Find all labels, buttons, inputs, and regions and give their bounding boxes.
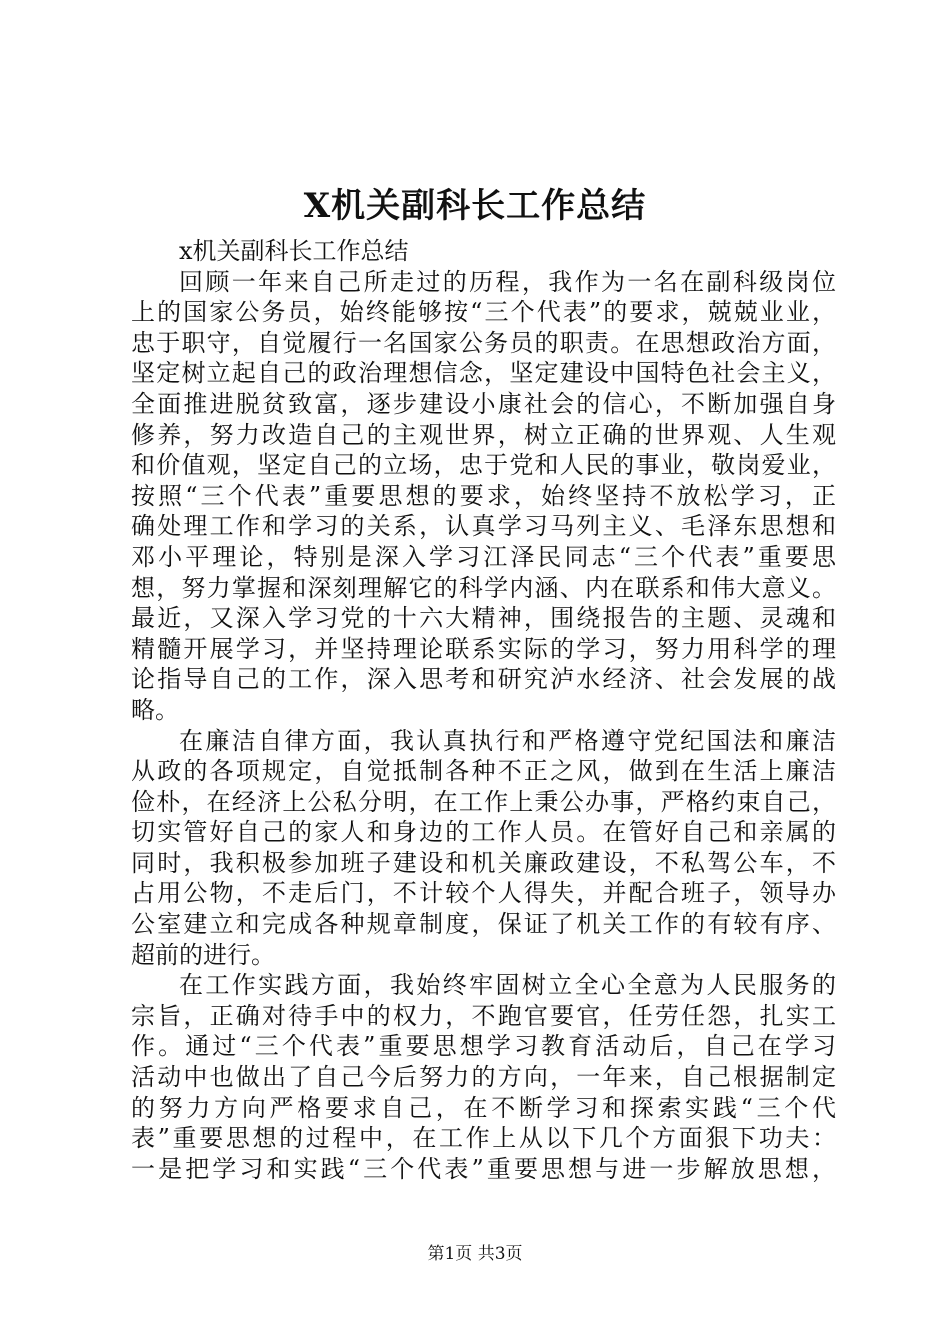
text-line: 论指导自己的工作，深入思考和研究泸水经济、社会发展的战 (131, 665, 836, 694)
text-line: 一是把学习和实践“三个代表”重要思想与进一步解放思想， (131, 1154, 836, 1183)
text-line: 和价值观，坚定自己的立场，忠于党和人民的事业，敬岗爱业， (131, 451, 836, 480)
text-line: 从政的各项规定，自觉抵制各种不正之风，做到在生活上廉洁 (131, 757, 836, 786)
text-line: 在廉洁自律方面，我认真执行和严格遵守党纪国法和廉洁 (179, 726, 836, 755)
text-line: 精髓开展学习，并坚持理论联系实际的学习，努力用科学的理 (131, 634, 836, 663)
text-line: 略。 (131, 695, 179, 724)
text-line: 按照“三个代表”重要思想的要求，始终坚持不放松学习，正 (131, 481, 836, 510)
text-line: 邓小平理论，特别是深入学习江泽民同志“三个代表”重要思 (131, 542, 836, 571)
document-body (131, 236, 836, 1184)
text-line: 全面推进脱贫致富，逐步建设小康社会的信心，不断加强自身 (131, 389, 836, 418)
page-footer: 第1页 共3页 (427, 1244, 523, 1264)
text-line: 超前的进行。 (131, 940, 275, 969)
document-title: X机关副科长工作总结 (303, 186, 647, 226)
text-line: 公室建立和完成各种规章制度，保证了机关工作的有较有序、 (131, 910, 836, 939)
text-line: 坚定树立起自己的政治理想信念，坚定建设中国特色社会主义， (131, 359, 836, 388)
text-line: 在工作实践方面，我始终牢固树立全心全意为人民服务的 (179, 971, 836, 1000)
text-line: 作。通过“三个代表”重要思想学习教育活动后，自己在学习 (131, 1032, 836, 1061)
text-line: 俭朴，在经济上公私分明，在工作上秉公办事，严格约束自己， (131, 787, 836, 816)
text-line: 最近，又深入学习党的十六大精神，围绕报告的主题、灵魂和 (131, 604, 836, 633)
text-line: 上的国家公务员，始终能够按“三个代表”的要求，兢兢业业， (131, 298, 836, 327)
text-line: 宗旨，正确对待手中的权力，不跑官要官，任劳任怨，扎实工 (131, 1001, 836, 1030)
text-line: 忠于职守，自觉履行一名国家公务员的职责。在思想政治方面， (131, 328, 836, 357)
text-line: 同时，我积极参加班子建设和机关廉政建设，不私驾公车，不 (131, 848, 836, 877)
text-line: 切实管好自己的家人和身边的工作人员。在管好自己和亲属的 (131, 818, 836, 847)
text-line: 的努力方向严格要求自己，在不断学习和探索实践“三个代 (131, 1093, 836, 1122)
text-line: 占用公物，不走后门，不计较个人得失，并配合班子，领导办 (131, 879, 836, 908)
text-line: 表”重要思想的过程中，在工作上从以下几个方面狠下功夫： (131, 1124, 836, 1153)
text-line: 确处理工作和学习的关系，认真学习马列主义、毛泽东思想和 (131, 512, 836, 541)
text-line: x机关副科长工作总结 (179, 237, 409, 265)
text-line: 活动中也做出了自己今后努力的方向，一年来，自己根据制定 (131, 1063, 836, 1092)
text-line: 修养，努力改造自己的主观世界，树立正确的世界观、人生观 (131, 420, 836, 449)
text-line: 想，努力掌握和深刻理解它的科学内涵、内在联系和伟大意义。 (131, 573, 836, 602)
text-line: 回顾一年来自己所走过的历程，我作为一名在副科级岗位 (179, 267, 836, 296)
